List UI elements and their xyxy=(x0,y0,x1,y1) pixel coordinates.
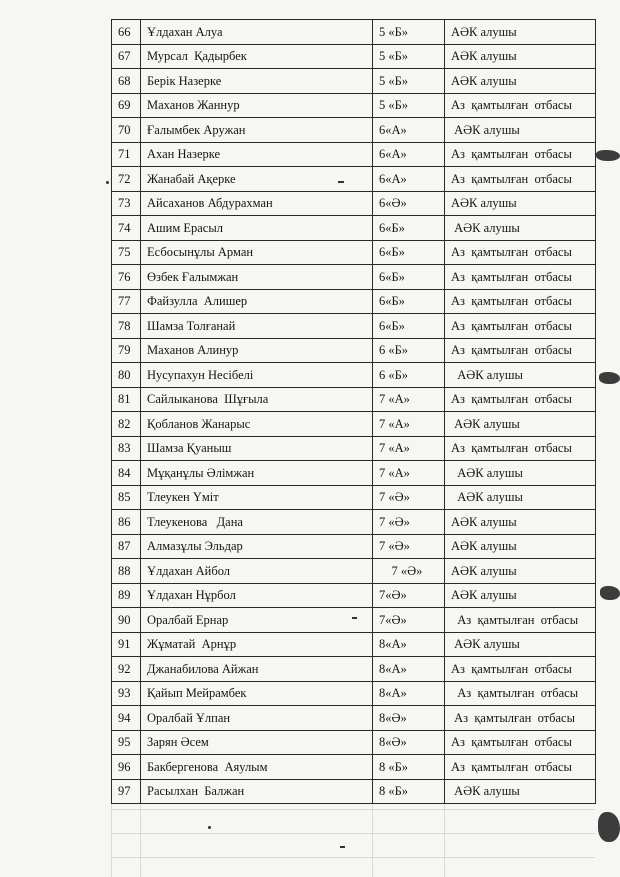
row-number-cell: 96 xyxy=(112,755,141,780)
student-name-cell: Ұлдахан Айбол xyxy=(141,559,373,584)
grade-cell: 7 «А» xyxy=(373,412,445,437)
student-name-cell: Расылхан Балжан xyxy=(141,779,373,804)
grade-cell: 6 «Б» xyxy=(373,363,445,388)
scan-dust-mark xyxy=(106,181,109,184)
student-name-cell: Есбосынұлы Арман xyxy=(141,240,373,265)
grade-cell: 6 «Б» xyxy=(373,338,445,363)
scan-dust-mark xyxy=(352,617,357,619)
student-name-cell: Алмазұлы Эльдар xyxy=(141,534,373,559)
row-number-cell: 77 xyxy=(112,289,141,314)
status-cell: Аз қамтылған отбасы xyxy=(445,755,596,780)
status-cell: Аз қамтылған отбасы xyxy=(445,387,596,412)
status-cell: Аз қамтылған отбасы xyxy=(445,338,596,363)
student-name-cell: Ұлдахан Алуа xyxy=(141,20,373,45)
row-number-cell: 76 xyxy=(112,265,141,290)
row-number-cell: 86 xyxy=(112,510,141,535)
grade-cell: 8«А» xyxy=(373,657,445,682)
table-row xyxy=(112,69,596,94)
grade-cell: 7 «Ә» xyxy=(373,534,445,559)
bleed-through-lines xyxy=(111,803,595,877)
scan-dust-mark xyxy=(208,826,211,829)
status-cell: Аз қамтылған отбасы xyxy=(445,240,596,265)
grade-cell: 6«А» xyxy=(373,142,445,167)
status-cell: АӘК алушы xyxy=(445,118,596,143)
grade-cell: 6«А» xyxy=(373,118,445,143)
grade-cell: 6«Б» xyxy=(373,289,445,314)
grade-cell: 7«Ә» xyxy=(373,608,445,633)
student-name-cell: Файзулла Алишер xyxy=(141,289,373,314)
status-cell: Аз қамтылған отбасы xyxy=(445,93,596,118)
status-cell: Аз қамтылған отбасы xyxy=(445,314,596,339)
table-row xyxy=(112,412,596,437)
table-row xyxy=(112,216,596,241)
grade-cell: 8 «Б» xyxy=(373,779,445,804)
status-cell: АӘК алушы xyxy=(445,485,596,510)
row-number-cell: 69 xyxy=(112,93,141,118)
row-number-cell: 89 xyxy=(112,583,141,608)
student-name-cell: Қайып Мейрамбек xyxy=(141,681,373,706)
status-cell: Аз қамтылған отбасы xyxy=(445,681,596,706)
table-row xyxy=(112,314,596,339)
row-number-cell: 90 xyxy=(112,608,141,633)
table-row xyxy=(112,142,596,167)
table-row xyxy=(112,681,596,706)
status-cell: Аз қамтылған отбасы xyxy=(445,730,596,755)
table-row xyxy=(112,44,596,69)
student-name-cell: Тлеукенова Дана xyxy=(141,510,373,535)
grade-cell: 8«Ә» xyxy=(373,730,445,755)
row-number-cell: 72 xyxy=(112,167,141,192)
status-cell: АӘК алушы xyxy=(445,510,596,535)
student-name-cell: Маханов Жаннур xyxy=(141,93,373,118)
row-number-cell: 87 xyxy=(112,534,141,559)
row-number-cell: 94 xyxy=(112,706,141,731)
row-number-cell: 71 xyxy=(112,142,141,167)
status-cell: Аз қамтылған отбасы xyxy=(445,167,596,192)
table-row xyxy=(112,730,596,755)
grade-cell: 6«Б» xyxy=(373,314,445,339)
status-cell: АӘК алушы xyxy=(445,559,596,584)
student-name-cell: Қобланов Жанарыс xyxy=(141,412,373,437)
scan-dust-mark xyxy=(338,181,344,183)
status-cell: Аз қамтылған отбасы xyxy=(445,436,596,461)
status-cell: Аз қамтылған отбасы xyxy=(445,608,596,633)
table-row xyxy=(112,706,596,731)
student-name-cell: Ғалымбек Аружан xyxy=(141,118,373,143)
roster-body xyxy=(112,20,596,804)
status-cell: АӘК алушы xyxy=(445,632,596,657)
row-number-cell: 79 xyxy=(112,338,141,363)
student-name-cell: Нусупахун Несібелі xyxy=(141,363,373,388)
row-number-cell: 66 xyxy=(112,20,141,45)
student-name-cell: Жанабай Ақерке xyxy=(141,167,373,192)
row-number-cell: 84 xyxy=(112,461,141,486)
grade-cell: 5 «Б» xyxy=(373,44,445,69)
student-name-cell: Ахан Назерке xyxy=(141,142,373,167)
row-number-cell: 93 xyxy=(112,681,141,706)
row-number-cell: 78 xyxy=(112,314,141,339)
status-cell: АӘК алушы xyxy=(445,216,596,241)
table-row xyxy=(112,485,596,510)
row-number-cell: 73 xyxy=(112,191,141,216)
student-name-cell: Мұқанұлы Әлімжан xyxy=(141,461,373,486)
student-name-cell: Сайлыканова Шұғыла xyxy=(141,387,373,412)
status-cell: АӘК алушы xyxy=(445,779,596,804)
scan-smudge-mark xyxy=(599,372,620,384)
scan-smudge-mark xyxy=(598,812,620,842)
student-name-cell: Джанабилова Айжан xyxy=(141,657,373,682)
student-name-cell: Ашим Ерасыл xyxy=(141,216,373,241)
student-name-cell: Берік Назерке xyxy=(141,69,373,94)
student-roster-table xyxy=(111,19,596,804)
status-cell: АӘК алушы xyxy=(445,461,596,486)
row-number-cell: 91 xyxy=(112,632,141,657)
grade-cell: 7«Ә» xyxy=(373,583,445,608)
table-row xyxy=(112,387,596,412)
student-name-cell: Жұматай Арнұр xyxy=(141,632,373,657)
row-number-cell: 88 xyxy=(112,559,141,584)
status-cell: АӘК алушы xyxy=(445,534,596,559)
grade-cell: 8«А» xyxy=(373,681,445,706)
grade-cell: 8«Ә» xyxy=(373,706,445,731)
table-row xyxy=(112,240,596,265)
row-number-cell: 74 xyxy=(112,216,141,241)
row-number-cell: 81 xyxy=(112,387,141,412)
status-cell: Аз қамтылған отбасы xyxy=(445,706,596,731)
table-row xyxy=(112,510,596,535)
status-cell: Аз қамтылған отбасы xyxy=(445,142,596,167)
table-row xyxy=(112,118,596,143)
table-row xyxy=(112,559,596,584)
grade-cell: 7 «А» xyxy=(373,387,445,412)
table-row xyxy=(112,755,596,780)
student-name-cell: Өзбек Ғалымжан xyxy=(141,265,373,290)
table-row xyxy=(112,534,596,559)
grade-cell: 7 «Ә» xyxy=(373,559,445,584)
table-row xyxy=(112,436,596,461)
student-name-cell: Шамза Толғанай xyxy=(141,314,373,339)
grade-cell: 7 «Ә» xyxy=(373,510,445,535)
table-row xyxy=(112,265,596,290)
status-cell: АӘК алушы xyxy=(445,20,596,45)
status-cell: АӘК алушы xyxy=(445,412,596,437)
status-cell: Аз қамтылған отбасы xyxy=(445,289,596,314)
table-row xyxy=(112,608,596,633)
grade-cell: 5 «Б» xyxy=(373,69,445,94)
row-number-cell: 83 xyxy=(112,436,141,461)
student-name-cell: Оралбай Ұлпан xyxy=(141,706,373,731)
grade-cell: 6«Б» xyxy=(373,216,445,241)
grade-cell: 8«А» xyxy=(373,632,445,657)
status-cell: АӘК алушы xyxy=(445,363,596,388)
status-cell: Аз қамтылған отбасы xyxy=(445,657,596,682)
row-number-cell: 80 xyxy=(112,363,141,388)
row-number-cell: 92 xyxy=(112,657,141,682)
grade-cell: 6«А» xyxy=(373,167,445,192)
row-number-cell: 82 xyxy=(112,412,141,437)
grade-cell: 7 «А» xyxy=(373,436,445,461)
grade-cell: 8 «Б» xyxy=(373,755,445,780)
table-row xyxy=(112,779,596,804)
table-row xyxy=(112,363,596,388)
status-cell: АӘК алушы xyxy=(445,69,596,94)
scan-smudge-mark xyxy=(596,150,620,161)
row-number-cell: 97 xyxy=(112,779,141,804)
student-name-cell: Ұлдахан Нұрбол xyxy=(141,583,373,608)
table-row xyxy=(112,338,596,363)
row-number-cell: 70 xyxy=(112,118,141,143)
table-row xyxy=(112,191,596,216)
table-row xyxy=(112,93,596,118)
table-row xyxy=(112,20,596,45)
scan-dust-mark xyxy=(340,846,345,848)
student-name-cell: Бакбергенова Аяулым xyxy=(141,755,373,780)
student-name-cell: Маханов Алинур xyxy=(141,338,373,363)
grade-cell: 6«Ә» xyxy=(373,191,445,216)
status-cell: АӘК алушы xyxy=(445,44,596,69)
row-number-cell: 67 xyxy=(112,44,141,69)
student-name-cell: Айсаханов Абдурахман xyxy=(141,191,373,216)
row-number-cell: 68 xyxy=(112,69,141,94)
grade-cell: 6«Б» xyxy=(373,265,445,290)
table-row xyxy=(112,461,596,486)
student-name-cell: Мурсал Қадырбек xyxy=(141,44,373,69)
table-row xyxy=(112,632,596,657)
row-number-cell: 75 xyxy=(112,240,141,265)
table-row xyxy=(112,583,596,608)
student-name-cell: Шамза Қуаныш xyxy=(141,436,373,461)
table-row xyxy=(112,289,596,314)
grade-cell: 5 «Б» xyxy=(373,20,445,45)
row-number-cell: 95 xyxy=(112,730,141,755)
grade-cell: 6«Б» xyxy=(373,240,445,265)
status-cell: Аз қамтылған отбасы xyxy=(445,265,596,290)
status-cell: АӘК алушы xyxy=(445,583,596,608)
grade-cell: 7 «Ә» xyxy=(373,485,445,510)
scan-smudge-mark xyxy=(600,586,620,600)
student-name-cell: Оралбай Ернар xyxy=(141,608,373,633)
grade-cell: 7 «А» xyxy=(373,461,445,486)
student-name-cell: Зарян Әсем xyxy=(141,730,373,755)
grade-cell: 5 «Б» xyxy=(373,93,445,118)
status-cell: АӘК алушы xyxy=(445,191,596,216)
row-number-cell: 85 xyxy=(112,485,141,510)
table-row xyxy=(112,167,596,192)
table-row xyxy=(112,657,596,682)
student-name-cell: Тлеукен Үміт xyxy=(141,485,373,510)
